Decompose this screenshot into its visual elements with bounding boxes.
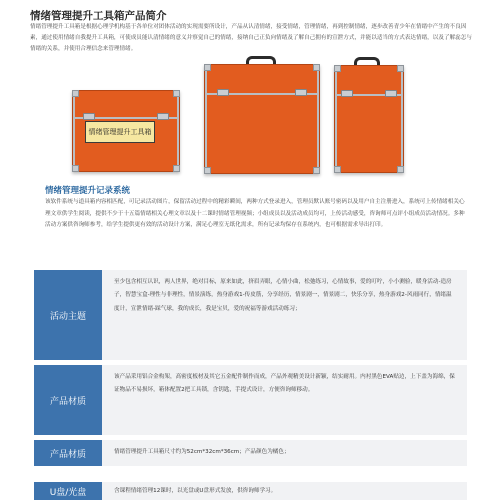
row-label: U盘/光盘	[34, 482, 102, 500]
row-text: 该产品采用铝合金构架，高密度板材及其它五金配件制作而成，产品外观精美设计新颖，结实耐用。内衬黑色EVA贴边，上下盖为海绵，保证物品不易损坏，箱体配置2把工具锁，含钥匙，手提式设计，方便咨询师移动。	[114, 374, 455, 394]
row-text: 至少包含相互认识，两人世界，绝对目标，原来如此，挤眉弄眼，心情小曲，松弛练习，心情故事，爱的叮咛，小小测验，暖身活动-造房子，智慧宝盒-理性与非理性，情景演练，热身游戏1-传皮筋，分享经历，情景剧一，情景剧二，快乐分享，热身游戏2-风雨同行，情绪温度计，宣泄情绪-踩气球，我的成长，我是宝贝，爱的祝福等游戏活动练习；	[114, 279, 452, 312]
intro-paragraph: 情绪管理提升工具箱是根据心理学机构基于各单位对团体活动的实现需要所设计，产品从认清情绪，接受情绪，管理情绪，再到控制情绪，逐步改善青少年在情绪中产生的不良因素，通过使用情绪自我提升工具箱，可使成员能认清情绪的意义并察觉自己的情绪，接纳自己正负向情绪及了解自己拥有的宣泄方式，并能以适当的方式表达情绪，以及了解惢怎与情绪的关系，并使用合理信念来管理情绪。	[30, 24, 472, 53]
row-label: 产品材质	[34, 365, 102, 435]
info-row-activity-themes	[34, 270, 467, 360]
records-section-body: 该软件系统与道具箱内容相匹配，可记录活动图片，保留活动过程中的精彩瞬间，两种方式登录进入，管理员默认账号密码以及用户自主注册进入，系统可上传情绪相关心理文章供学生阅读，提供不少于十五篇情绪相关心理文章以及十二课时情绪管理视频；小组成员以及活动成员均可，上传活动感受，咨询师可点评小组成员活动情况。多种活动方案供咨询师参考，给学生提供更有效的活动设计方案，满足心理室无纸化需求，所有记录均保存在系统内，也可根据需求导出打印。	[45, 199, 465, 229]
page-title: 情绪管理提升工具箱产品简介	[30, 10, 167, 22]
toolbox-small-image	[334, 65, 404, 173]
row-label: 活动主题	[34, 270, 102, 360]
toolbox-label-text: 情绪管理提升工具箱	[88, 128, 152, 136]
row-text: 含课程情绪管理12课时，以光盘或U盘形式发放，供咨询师学习。	[114, 488, 277, 494]
row-label: 产品材质	[34, 440, 102, 466]
row-text: 情绪管理提升工具箱尺寸约为52cm*32cm*36cm；产品颜色为橘色；	[114, 449, 290, 455]
toolbox-label	[85, 121, 155, 143]
info-row-size	[34, 440, 467, 466]
info-row-material	[34, 365, 467, 435]
toolbox-side-image	[204, 64, 320, 174]
info-row-usb-disc	[34, 482, 467, 500]
records-section-title: 情绪管理提升记录系统	[45, 186, 131, 196]
toolbox-front-image	[72, 90, 180, 172]
